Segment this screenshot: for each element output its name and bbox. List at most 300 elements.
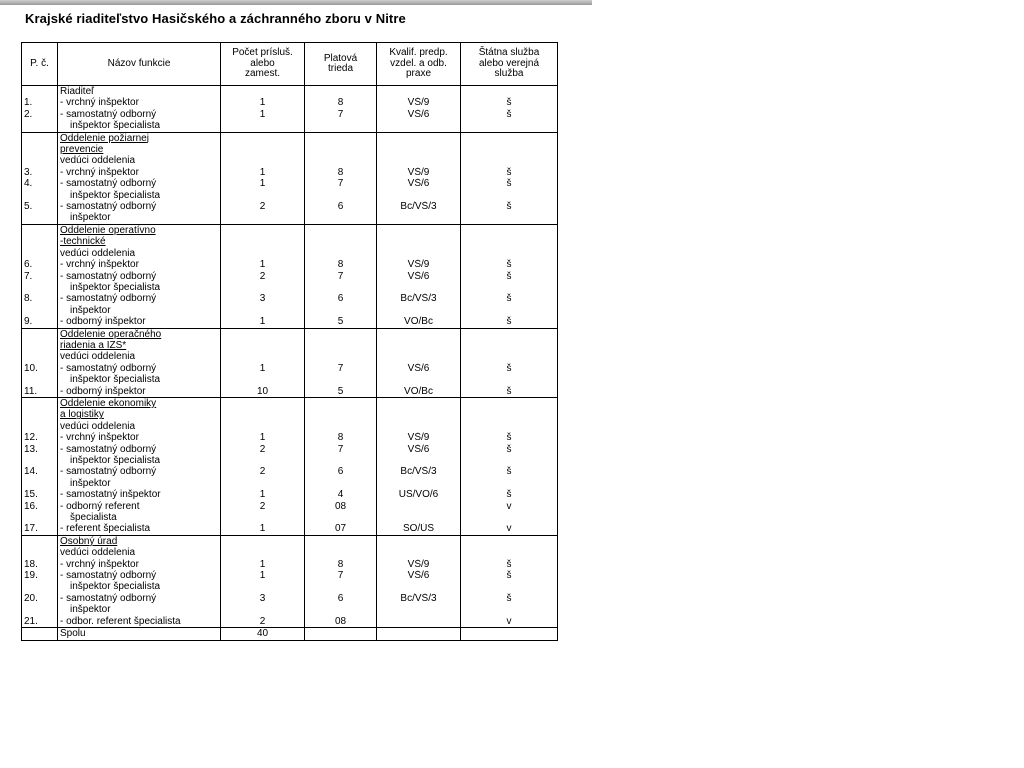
table-row bbox=[22, 293, 558, 304]
row-number: 12. bbox=[22, 432, 58, 443]
service-type bbox=[461, 409, 558, 420]
row-number bbox=[22, 144, 58, 155]
qualification bbox=[377, 397, 461, 409]
row-number bbox=[22, 512, 58, 523]
qualification bbox=[377, 86, 461, 98]
service-type bbox=[461, 512, 558, 523]
function-name bbox=[58, 271, 221, 282]
employee-count bbox=[221, 374, 305, 385]
qualification: VŠ/9 bbox=[377, 259, 461, 270]
function-name bbox=[58, 421, 221, 432]
service-type: š bbox=[461, 363, 558, 374]
table-row bbox=[22, 236, 558, 247]
service-type bbox=[461, 535, 558, 547]
row-number bbox=[22, 155, 58, 166]
qualification: VŠ/9 bbox=[377, 97, 461, 108]
employee-count: 2 bbox=[221, 444, 305, 455]
function-name bbox=[58, 190, 221, 201]
function-name bbox=[58, 224, 221, 236]
function-name-text: - odborný inšpektor bbox=[60, 385, 146, 397]
salary-grade bbox=[305, 374, 377, 385]
salary-grade bbox=[305, 305, 377, 316]
function-name bbox=[58, 109, 221, 120]
table-row bbox=[22, 86, 558, 98]
function-name-text: - vrchný inšpektor bbox=[60, 259, 139, 271]
service-type bbox=[461, 328, 558, 340]
qualification: VŠ/9 bbox=[377, 559, 461, 570]
function-name bbox=[58, 501, 221, 512]
service-type: v bbox=[461, 501, 558, 512]
function-name bbox=[58, 97, 221, 108]
service-type: š bbox=[461, 593, 558, 604]
employee-count bbox=[221, 155, 305, 166]
employee-count bbox=[221, 328, 305, 340]
function-name-text: - samostatný odborný bbox=[60, 293, 157, 305]
service-type bbox=[461, 351, 558, 362]
table-row bbox=[22, 593, 558, 604]
service-type bbox=[461, 144, 558, 155]
row-number: 2. bbox=[22, 109, 58, 120]
service-type bbox=[461, 155, 558, 166]
row-number: 4. bbox=[22, 178, 58, 189]
qualification bbox=[377, 616, 461, 628]
function-name-text: - samostatný odborný bbox=[60, 570, 157, 582]
table-row bbox=[22, 97, 558, 108]
employee-count bbox=[221, 397, 305, 409]
function-name-text: - odborný referent bbox=[60, 500, 140, 512]
row-number: 16. bbox=[22, 501, 58, 512]
function-name bbox=[58, 282, 221, 293]
qualification bbox=[377, 212, 461, 223]
salary-grade bbox=[305, 86, 377, 98]
employee-count bbox=[221, 86, 305, 98]
employee-count: 1 bbox=[221, 523, 305, 534]
function-name-text: inšpektor špecialista bbox=[70, 374, 161, 386]
function-name bbox=[58, 374, 221, 385]
table-row bbox=[22, 489, 558, 500]
salary-grade bbox=[305, 248, 377, 259]
service-type: š bbox=[461, 201, 558, 212]
function-name-text: vedúci oddelenia bbox=[60, 247, 136, 259]
qualification: SO/ÚS bbox=[377, 523, 461, 534]
row-number bbox=[22, 374, 58, 385]
table-row bbox=[22, 144, 558, 155]
function-name-text: inšpektor bbox=[70, 477, 111, 489]
employee-count bbox=[221, 190, 305, 201]
employee-count bbox=[221, 512, 305, 523]
function-name-text: a logistiky bbox=[60, 409, 104, 421]
function-name-text: vedúci oddelenia bbox=[60, 351, 136, 363]
service-type: š bbox=[461, 432, 558, 443]
employee-count bbox=[221, 212, 305, 223]
table-row bbox=[22, 271, 558, 282]
table-row bbox=[22, 559, 558, 570]
function-name-text: špecialista bbox=[70, 512, 117, 524]
salary-grade bbox=[305, 478, 377, 489]
qualification: VŠ/9 bbox=[377, 432, 461, 443]
employee-count bbox=[221, 535, 305, 547]
function-name-text: - samostatný odborný bbox=[60, 270, 157, 282]
qualification: VO/Bc bbox=[377, 386, 461, 397]
qualification bbox=[377, 236, 461, 247]
qualification bbox=[377, 144, 461, 155]
function-name bbox=[58, 305, 221, 316]
function-name bbox=[58, 316, 221, 327]
salary-grade bbox=[305, 132, 377, 144]
salary-grade bbox=[305, 535, 377, 547]
table-row bbox=[22, 328, 558, 340]
salary-grade: 6 bbox=[305, 201, 377, 212]
salary-grade bbox=[305, 351, 377, 362]
salary-grade: 5 bbox=[305, 386, 377, 397]
function-name-text: -technické bbox=[60, 236, 106, 248]
salary-grade: 7 bbox=[305, 363, 377, 374]
employee-count: 1 bbox=[221, 363, 305, 374]
service-type bbox=[461, 120, 558, 132]
employee-count bbox=[221, 132, 305, 144]
table-row bbox=[22, 167, 558, 178]
qualification bbox=[377, 351, 461, 362]
row-number bbox=[22, 478, 58, 489]
employee-count bbox=[221, 547, 305, 558]
function-name bbox=[58, 363, 221, 374]
row-number bbox=[22, 120, 58, 132]
row-number: 19. bbox=[22, 570, 58, 581]
service-type bbox=[461, 547, 558, 558]
qualification bbox=[377, 248, 461, 259]
row-number: 8. bbox=[22, 293, 58, 304]
function-name-text: - vrchný inšpektor bbox=[60, 166, 139, 178]
table-row bbox=[22, 397, 558, 409]
employee-count bbox=[221, 144, 305, 155]
function-name-text: Riaditeľ bbox=[60, 86, 95, 97]
employee-count bbox=[221, 340, 305, 351]
table-row bbox=[22, 363, 558, 374]
table-header bbox=[22, 43, 558, 86]
salary-grade bbox=[305, 421, 377, 432]
employee-count bbox=[221, 282, 305, 293]
table-row bbox=[22, 316, 558, 327]
function-name bbox=[58, 581, 221, 592]
employee-count: 1 bbox=[221, 109, 305, 120]
qualification bbox=[377, 305, 461, 316]
table-row bbox=[22, 386, 558, 397]
qualification: VŠ/9 bbox=[377, 167, 461, 178]
service-type: š bbox=[461, 559, 558, 570]
table-row bbox=[22, 282, 558, 293]
qualification: VŠ/6 bbox=[377, 363, 461, 374]
qualification bbox=[377, 455, 461, 466]
function-name-text: Oddelenie operatívno bbox=[60, 224, 156, 236]
total-grade bbox=[305, 628, 377, 640]
function-name-text: vedúci oddelenia bbox=[60, 420, 136, 432]
function-name-text: inšpektor špecialista bbox=[70, 455, 161, 466]
service-type: š bbox=[461, 167, 558, 178]
function-name-text: - odbor. referent špecialista bbox=[60, 615, 181, 627]
table-row bbox=[22, 444, 558, 455]
table-row bbox=[22, 547, 558, 558]
function-name bbox=[58, 155, 221, 166]
function-name bbox=[58, 409, 221, 420]
salary-grade bbox=[305, 328, 377, 340]
function-name-text: - vrchný inšpektor bbox=[60, 432, 139, 444]
table-row bbox=[22, 212, 558, 223]
function-name bbox=[58, 523, 221, 534]
header-name: Názov funkcie bbox=[58, 43, 221, 86]
function-name bbox=[58, 340, 221, 351]
function-name-text: inšpektor špecialista bbox=[70, 189, 161, 201]
row-number bbox=[22, 282, 58, 293]
salary-grade: 7 bbox=[305, 109, 377, 120]
qualification: US/VO/6 bbox=[377, 489, 461, 500]
service-type bbox=[461, 340, 558, 351]
header-service: Štátna služba alebo verejná služba bbox=[461, 43, 558, 86]
service-type: v bbox=[461, 616, 558, 628]
total-row bbox=[22, 628, 558, 640]
header-count: Počet prísluš. alebo zamest. bbox=[221, 43, 305, 86]
row-number bbox=[22, 604, 58, 615]
service-type: š bbox=[461, 444, 558, 455]
service-type bbox=[461, 421, 558, 432]
service-type: š bbox=[461, 316, 558, 327]
table-row bbox=[22, 155, 558, 166]
employee-count: 1 bbox=[221, 259, 305, 270]
function-name-text: vedúci oddelenia bbox=[60, 155, 136, 167]
function-name bbox=[58, 178, 221, 189]
salary-grade bbox=[305, 547, 377, 558]
function-name-text: - odborný inšpektor bbox=[60, 316, 146, 328]
function-name bbox=[58, 478, 221, 489]
service-type: š bbox=[461, 466, 558, 477]
service-type bbox=[461, 236, 558, 247]
qualification bbox=[377, 501, 461, 512]
function-name-text: Oddelenie operačného bbox=[60, 328, 162, 340]
service-type: š bbox=[461, 386, 558, 397]
row-number bbox=[22, 340, 58, 351]
employee-count bbox=[221, 604, 305, 615]
employee-count bbox=[221, 236, 305, 247]
service-type: v bbox=[461, 523, 558, 534]
row-number bbox=[22, 132, 58, 144]
total-count: 40 bbox=[221, 628, 305, 640]
service-type bbox=[461, 86, 558, 98]
service-type: š bbox=[461, 109, 558, 120]
function-name bbox=[58, 386, 221, 397]
function-name-text: - samostatný odborný bbox=[60, 108, 157, 120]
salary-grade bbox=[305, 190, 377, 201]
function-name-text: inšpektor bbox=[70, 212, 111, 224]
total-service bbox=[461, 628, 558, 640]
qualification bbox=[377, 120, 461, 132]
employee-count bbox=[221, 478, 305, 489]
staff-table bbox=[21, 42, 558, 641]
employee-count bbox=[221, 455, 305, 466]
row-number: 14. bbox=[22, 466, 58, 477]
header-pc: P. č. bbox=[22, 43, 58, 86]
table-row bbox=[22, 581, 558, 592]
salary-grade bbox=[305, 236, 377, 247]
qualification: VO/Bc bbox=[377, 316, 461, 327]
salary-grade: 8 bbox=[305, 97, 377, 108]
function-name-text: - samostatný odborný bbox=[60, 178, 157, 190]
function-name-text: - samostatný odborný bbox=[60, 201, 157, 213]
service-type bbox=[461, 455, 558, 466]
salary-grade: 8 bbox=[305, 432, 377, 443]
function-name bbox=[58, 86, 221, 98]
function-name-text: Oddelenie požiarnej bbox=[60, 132, 149, 144]
function-name bbox=[58, 455, 221, 466]
row-number: 7. bbox=[22, 271, 58, 282]
table-row bbox=[22, 132, 558, 144]
function-name bbox=[58, 512, 221, 523]
function-name-text: inšpektor bbox=[70, 604, 111, 616]
qualification: VŠ/6 bbox=[377, 444, 461, 455]
table-row bbox=[22, 259, 558, 270]
employee-count: 1 bbox=[221, 167, 305, 178]
row-number: 9. bbox=[22, 316, 58, 327]
service-type: š bbox=[461, 178, 558, 189]
row-number: 18. bbox=[22, 559, 58, 570]
row-number: 3. bbox=[22, 167, 58, 178]
table-row bbox=[22, 570, 558, 581]
function-name bbox=[58, 328, 221, 340]
service-type bbox=[461, 190, 558, 201]
salary-grade bbox=[305, 604, 377, 615]
salary-grade: 6 bbox=[305, 466, 377, 477]
function-name-text: inšpektor špecialista bbox=[70, 281, 161, 293]
total-pc bbox=[22, 628, 58, 640]
employee-count: 2 bbox=[221, 201, 305, 212]
function-name-text: riadenia a IZS* bbox=[60, 339, 127, 351]
qualification bbox=[377, 155, 461, 166]
function-name bbox=[58, 616, 221, 628]
employee-count: 1 bbox=[221, 489, 305, 500]
employee-count bbox=[221, 305, 305, 316]
function-name bbox=[58, 535, 221, 547]
row-number bbox=[22, 305, 58, 316]
employee-count: 1 bbox=[221, 178, 305, 189]
function-name bbox=[58, 236, 221, 247]
header-grade: Platová trieda bbox=[305, 43, 377, 86]
function-name-text: inšpektor špecialista bbox=[70, 120, 161, 132]
qualification bbox=[377, 374, 461, 385]
qualification: Bc/VŠ/3 bbox=[377, 466, 461, 477]
row-number bbox=[22, 409, 58, 420]
salary-grade: 6 bbox=[305, 293, 377, 304]
row-number bbox=[22, 248, 58, 259]
qualification bbox=[377, 224, 461, 236]
function-name-text: Oddelenie ekonomiky bbox=[60, 397, 157, 409]
service-type bbox=[461, 282, 558, 293]
qualification bbox=[377, 282, 461, 293]
top-gradient-bar bbox=[0, 0, 592, 5]
salary-grade: 6 bbox=[305, 593, 377, 604]
function-name bbox=[58, 570, 221, 581]
qualification bbox=[377, 581, 461, 592]
row-number bbox=[22, 86, 58, 98]
qualification bbox=[377, 478, 461, 489]
employee-count: 1 bbox=[221, 570, 305, 581]
function-name bbox=[58, 397, 221, 409]
function-name-text: - referent špecialista bbox=[60, 523, 151, 535]
row-number: 17. bbox=[22, 523, 58, 534]
qualification bbox=[377, 421, 461, 432]
service-type bbox=[461, 305, 558, 316]
function-name bbox=[58, 167, 221, 178]
salary-grade bbox=[305, 144, 377, 155]
salary-grade bbox=[305, 224, 377, 236]
table-row bbox=[22, 523, 558, 534]
table-row bbox=[22, 374, 558, 385]
salary-grade: 7 bbox=[305, 271, 377, 282]
function-name-text: inšpektor špecialista bbox=[70, 581, 161, 593]
salary-grade: 4 bbox=[305, 489, 377, 500]
service-type bbox=[461, 478, 558, 489]
table-row bbox=[22, 478, 558, 489]
function-name-text: - vrchný inšpektor bbox=[60, 97, 139, 109]
qualification: Bc/VŠ/3 bbox=[377, 593, 461, 604]
service-type bbox=[461, 224, 558, 236]
service-type: š bbox=[461, 489, 558, 500]
row-number bbox=[22, 224, 58, 236]
salary-grade: 8 bbox=[305, 167, 377, 178]
table-row bbox=[22, 535, 558, 547]
row-number bbox=[22, 535, 58, 547]
row-number: 10. bbox=[22, 363, 58, 374]
qualification bbox=[377, 328, 461, 340]
row-number: 5. bbox=[22, 201, 58, 212]
salary-grade bbox=[305, 282, 377, 293]
service-type: š bbox=[461, 271, 558, 282]
salary-grade: 7 bbox=[305, 178, 377, 189]
row-number bbox=[22, 397, 58, 409]
service-type: š bbox=[461, 97, 558, 108]
table-body bbox=[22, 86, 558, 628]
qualification: Bc/VŠ/3 bbox=[377, 201, 461, 212]
employee-count bbox=[221, 248, 305, 259]
function-name-text: inšpektor bbox=[70, 304, 111, 316]
employee-count: 2 bbox=[221, 616, 305, 628]
function-name bbox=[58, 489, 221, 500]
row-number bbox=[22, 547, 58, 558]
table-row bbox=[22, 409, 558, 420]
qualification bbox=[377, 535, 461, 547]
row-number: 13. bbox=[22, 444, 58, 455]
salary-grade bbox=[305, 120, 377, 132]
qualification: VŠ/6 bbox=[377, 178, 461, 189]
salary-grade: 8 bbox=[305, 559, 377, 570]
function-name bbox=[58, 144, 221, 155]
salary-grade bbox=[305, 340, 377, 351]
qualification: Bc/VŠ/3 bbox=[377, 293, 461, 304]
table-row bbox=[22, 455, 558, 466]
employee-count: 1 bbox=[221, 432, 305, 443]
qualification bbox=[377, 547, 461, 558]
service-type bbox=[461, 374, 558, 385]
qualification bbox=[377, 132, 461, 144]
row-number bbox=[22, 351, 58, 362]
salary-grade: 08 bbox=[305, 616, 377, 628]
employee-count bbox=[221, 421, 305, 432]
table-row bbox=[22, 512, 558, 523]
qualification bbox=[377, 512, 461, 523]
salary-grade: 08 bbox=[305, 501, 377, 512]
employee-count: 1 bbox=[221, 97, 305, 108]
function-name bbox=[58, 212, 221, 223]
function-name bbox=[58, 351, 221, 362]
table-row bbox=[22, 466, 558, 477]
function-name bbox=[58, 259, 221, 270]
